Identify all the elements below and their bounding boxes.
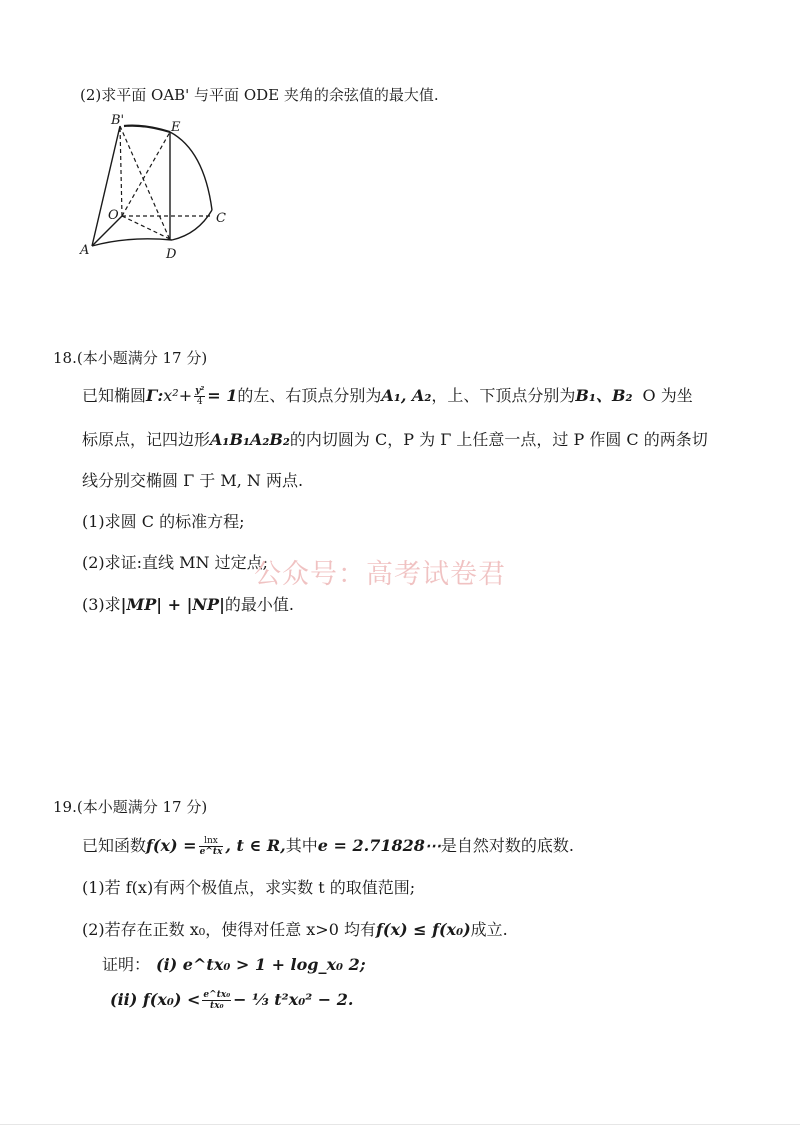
- q19-header: 19.(本小题满分 17 分): [53, 798, 208, 816]
- watermark: 公众号：高考试卷君: [254, 559, 506, 590]
- q19-part1: (1)若 f(x)有两个极值点，求实数 t 的取值范围;: [82, 878, 416, 897]
- q18-line3: 线分别交椭圆 Γ 于 M, N 两点.: [82, 471, 304, 490]
- q19-part2: (2)若存在正数 x₀，使得对任意 x>0 均有f(x) ≤ f(x₀)成立.: [82, 920, 508, 939]
- q18-part2: (2)求证:直线 MN 过定点;: [82, 553, 269, 572]
- q19-proof-i: 证明： (i) e^tx₀ > 1 + log_x₀ 2;: [102, 955, 366, 974]
- geometry-figure: [78, 112, 248, 262]
- label-b-prime: B': [111, 113, 125, 128]
- label-e: E: [171, 120, 181, 135]
- page-bottom-divider: [0, 1124, 800, 1125]
- q19-intro: 已知函数f(x) = $\frac{\ln x}{e\^{}tx}$ , t ∈ R,其中e = 2.71828⋯是自然对数的底数.: [82, 836, 574, 857]
- q18-part1: (1)求圆 C 的标准方程;: [82, 512, 245, 531]
- label-d: D: [166, 247, 177, 262]
- q19-proof-ii: (ii) f(x₀) < $\frac{\text{e\textasciicircum{}tx₀}}{\text{tx₀}}$ − ⅓ t²x₀² − 2.: [110, 990, 354, 1011]
- q18-header: 18.(本小题满分 17 分): [53, 349, 208, 367]
- label-a: A: [80, 243, 90, 258]
- q18-intro-line: 已知椭圆Γ:x²+ $\frac{\text{y²}}{4}$ = 1的左、右顶点分别为A₁, A₂，上、下顶点分别为B₁、B₂ O 为坐: [82, 386, 693, 407]
- label-c: C: [216, 211, 226, 226]
- label-o: O: [108, 208, 119, 223]
- q18-part3: (3)求|MP| + |NP|的最小值.: [82, 595, 294, 614]
- q18-line2: 标原点，记四边形A₁B₁A₂B₂的内切圆为 C，P 为 Γ 上任意一点，过 P 作圆 C 的两条切: [82, 430, 708, 449]
- q17-part2: (2)求平面 OAB' 与平面 ODE 夹角的余弦值的最大值.: [80, 86, 439, 104]
